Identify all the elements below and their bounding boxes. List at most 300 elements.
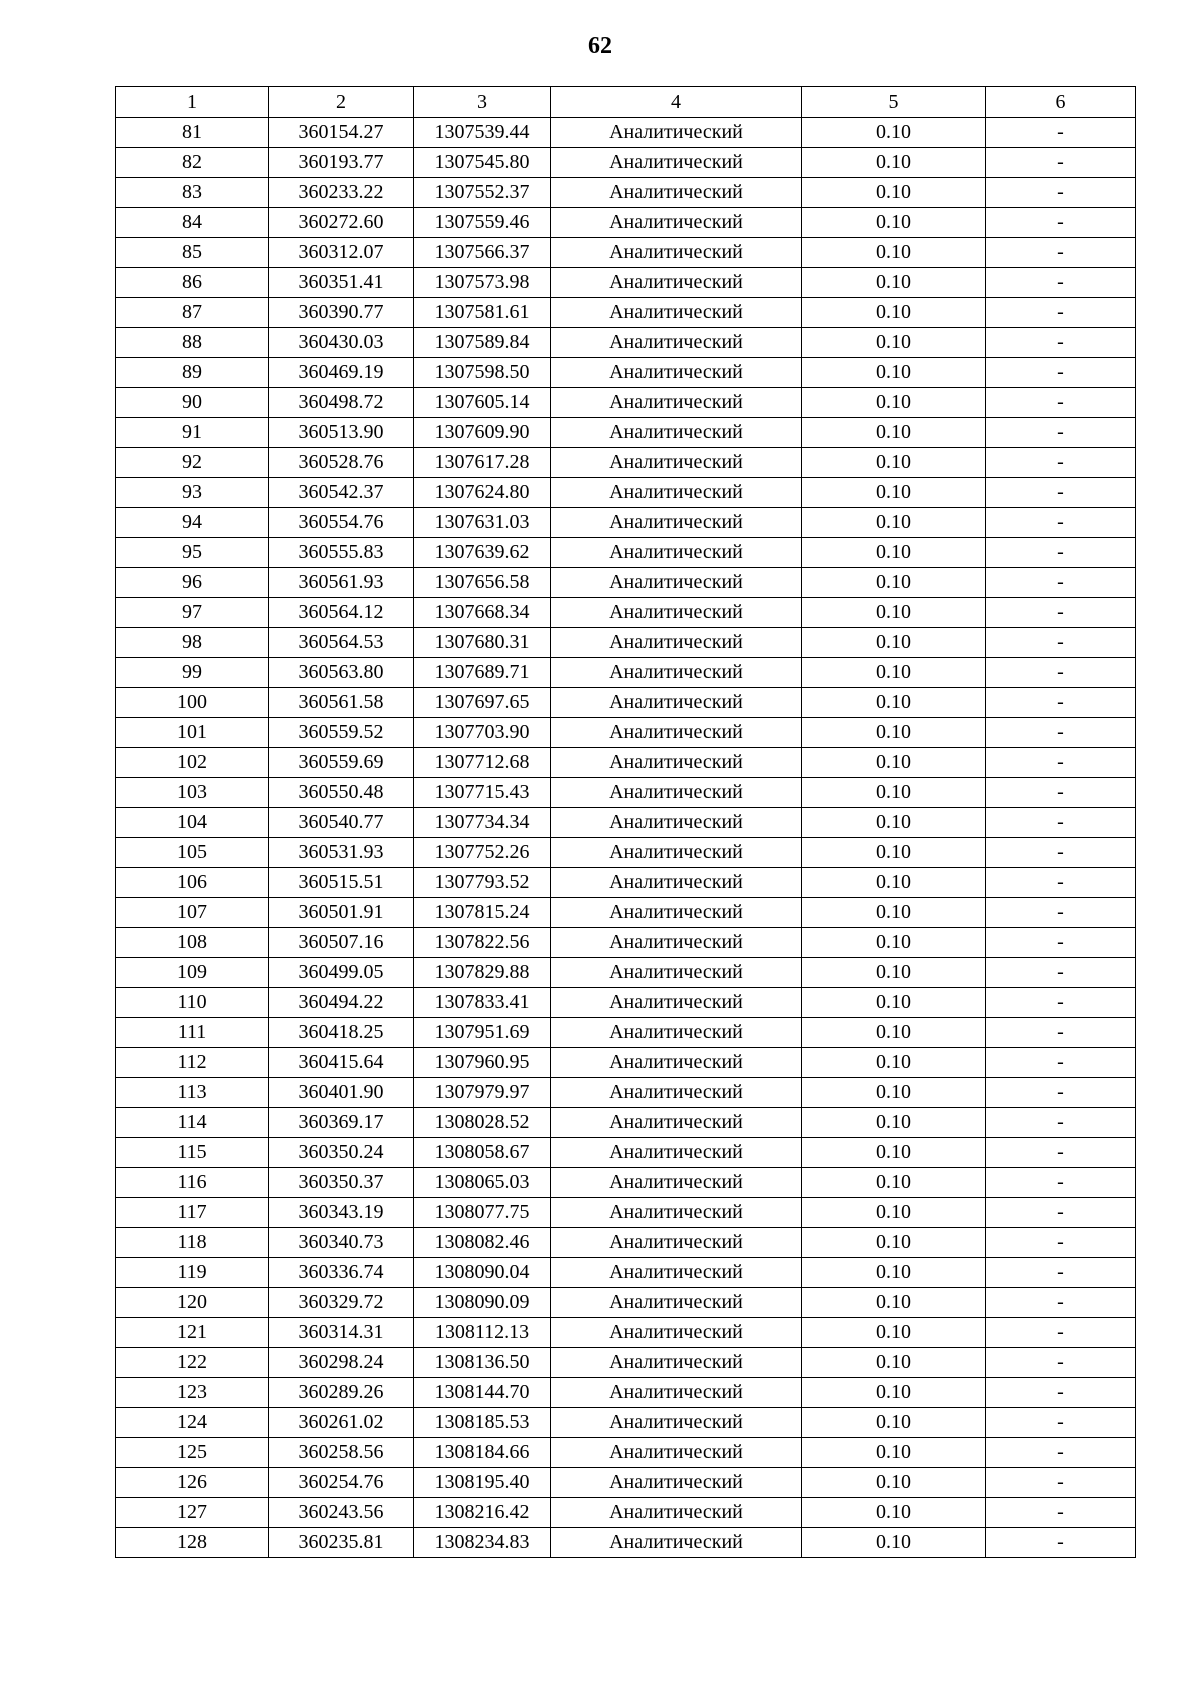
x-coordinate-cell: 360563.80 <box>269 658 414 688</box>
method-cell: Аналитический <box>551 1108 802 1138</box>
accuracy-cell: 0.10 <box>802 1408 986 1438</box>
note-cell: - <box>986 448 1136 478</box>
accuracy-cell: 0.10 <box>802 1168 986 1198</box>
note-cell: - <box>986 988 1136 1018</box>
note-cell: - <box>986 178 1136 208</box>
accuracy-cell: 0.10 <box>802 1318 986 1348</box>
accuracy-cell: 0.10 <box>802 1228 986 1258</box>
point-number-cell: 127 <box>116 1498 269 1528</box>
note-cell: - <box>986 1408 1136 1438</box>
x-coordinate-cell: 360258.56 <box>269 1438 414 1468</box>
x-coordinate-cell: 360369.17 <box>269 1108 414 1138</box>
note-cell: - <box>986 778 1136 808</box>
y-coordinate-cell: 1307680.31 <box>414 628 551 658</box>
point-number-cell: 107 <box>116 898 269 928</box>
column-header: 3 <box>414 87 551 118</box>
x-coordinate-cell: 360564.53 <box>269 628 414 658</box>
column-header: 4 <box>551 87 802 118</box>
method-cell: Аналитический <box>551 1468 802 1498</box>
y-coordinate-cell: 1308028.52 <box>414 1108 551 1138</box>
method-cell: Аналитический <box>551 388 802 418</box>
note-cell: - <box>986 1138 1136 1168</box>
point-number-cell: 83 <box>116 178 269 208</box>
accuracy-cell: 0.10 <box>802 1438 986 1468</box>
x-coordinate-cell: 360336.74 <box>269 1258 414 1288</box>
table-row <box>116 1018 1136 1048</box>
y-coordinate-cell: 1307609.90 <box>414 418 551 448</box>
note-cell: - <box>986 1528 1136 1558</box>
method-cell: Аналитический <box>551 1138 802 1168</box>
point-number-cell: 100 <box>116 688 269 718</box>
note-cell: - <box>986 328 1136 358</box>
point-number-cell: 128 <box>116 1528 269 1558</box>
accuracy-cell: 0.10 <box>802 898 986 928</box>
y-coordinate-cell: 1308195.40 <box>414 1468 551 1498</box>
method-cell: Аналитический <box>551 1318 802 1348</box>
x-coordinate-cell: 360312.07 <box>269 238 414 268</box>
accuracy-cell: 0.10 <box>802 388 986 418</box>
x-coordinate-cell: 360554.76 <box>269 508 414 538</box>
x-coordinate-cell: 360243.56 <box>269 1498 414 1528</box>
accuracy-cell: 0.10 <box>802 658 986 688</box>
method-cell: Аналитический <box>551 748 802 778</box>
y-coordinate-cell: 1307624.80 <box>414 478 551 508</box>
x-coordinate-cell: 360254.76 <box>269 1468 414 1498</box>
note-cell: - <box>986 208 1136 238</box>
method-cell: Аналитический <box>551 1198 802 1228</box>
accuracy-cell: 0.10 <box>802 298 986 328</box>
note-cell: - <box>986 298 1136 328</box>
method-cell: Аналитический <box>551 1228 802 1258</box>
x-coordinate-cell: 360235.81 <box>269 1528 414 1558</box>
table-row <box>116 1438 1136 1468</box>
x-coordinate-cell: 360154.27 <box>269 118 414 148</box>
table-row <box>116 328 1136 358</box>
accuracy-cell: 0.10 <box>802 1468 986 1498</box>
x-coordinate-cell: 360555.83 <box>269 538 414 568</box>
note-cell: - <box>986 628 1136 658</box>
table-row <box>116 118 1136 148</box>
x-coordinate-cell: 360561.58 <box>269 688 414 718</box>
point-number-cell: 96 <box>116 568 269 598</box>
y-coordinate-cell: 1307703.90 <box>414 718 551 748</box>
note-cell: - <box>986 1378 1136 1408</box>
point-number-cell: 84 <box>116 208 269 238</box>
accuracy-cell: 0.10 <box>802 1348 986 1378</box>
point-number-cell: 108 <box>116 928 269 958</box>
point-number-cell: 97 <box>116 598 269 628</box>
method-cell: Аналитический <box>551 538 802 568</box>
x-coordinate-cell: 360350.37 <box>269 1168 414 1198</box>
x-coordinate-cell: 360561.93 <box>269 568 414 598</box>
accuracy-cell: 0.10 <box>802 178 986 208</box>
point-number-cell: 91 <box>116 418 269 448</box>
y-coordinate-cell: 1307589.84 <box>414 328 551 358</box>
accuracy-cell: 0.10 <box>802 358 986 388</box>
method-cell: Аналитический <box>551 958 802 988</box>
note-cell: - <box>986 958 1136 988</box>
x-coordinate-cell: 360261.02 <box>269 1408 414 1438</box>
y-coordinate-cell: 1308082.46 <box>414 1228 551 1258</box>
note-cell: - <box>986 1288 1136 1318</box>
note-cell: - <box>986 418 1136 448</box>
note-cell: - <box>986 1468 1136 1498</box>
note-cell: - <box>986 658 1136 688</box>
y-coordinate-cell: 1307822.56 <box>414 928 551 958</box>
note-cell: - <box>986 838 1136 868</box>
x-coordinate-cell: 360233.22 <box>269 178 414 208</box>
y-coordinate-cell: 1307545.80 <box>414 148 551 178</box>
method-cell: Аналитический <box>551 1408 802 1438</box>
y-coordinate-cell: 1307552.37 <box>414 178 551 208</box>
accuracy-cell: 0.10 <box>802 268 986 298</box>
y-coordinate-cell: 1308144.70 <box>414 1378 551 1408</box>
table-row <box>116 778 1136 808</box>
table-row <box>116 598 1136 628</box>
table-body <box>116 87 1136 1558</box>
x-coordinate-cell: 360498.72 <box>269 388 414 418</box>
method-cell: Аналитический <box>551 928 802 958</box>
point-number-cell: 115 <box>116 1138 269 1168</box>
table-row <box>116 748 1136 778</box>
accuracy-cell: 0.10 <box>802 1258 986 1288</box>
note-cell: - <box>986 148 1136 178</box>
table-row <box>116 568 1136 598</box>
x-coordinate-cell: 360289.26 <box>269 1378 414 1408</box>
accuracy-cell: 0.10 <box>802 1498 986 1528</box>
point-number-cell: 116 <box>116 1168 269 1198</box>
accuracy-cell: 0.10 <box>802 628 986 658</box>
table-row <box>116 1168 1136 1198</box>
table-row <box>116 1258 1136 1288</box>
x-coordinate-cell: 360550.48 <box>269 778 414 808</box>
table-row <box>116 178 1136 208</box>
note-cell: - <box>986 388 1136 418</box>
note-cell: - <box>986 928 1136 958</box>
method-cell: Аналитический <box>551 118 802 148</box>
accuracy-cell: 0.10 <box>802 778 986 808</box>
table-row <box>116 988 1136 1018</box>
note-cell: - <box>986 358 1136 388</box>
accuracy-cell: 0.10 <box>802 1018 986 1048</box>
method-cell: Аналитический <box>551 658 802 688</box>
x-coordinate-cell: 360499.05 <box>269 958 414 988</box>
note-cell: - <box>986 538 1136 568</box>
y-coordinate-cell: 1307712.68 <box>414 748 551 778</box>
method-cell: Аналитический <box>551 448 802 478</box>
method-cell: Аналитический <box>551 898 802 928</box>
point-number-cell: 87 <box>116 298 269 328</box>
coordinates-table <box>115 86 1136 1558</box>
method-cell: Аналитический <box>551 868 802 898</box>
method-cell: Аналитический <box>551 208 802 238</box>
accuracy-cell: 0.10 <box>802 1528 986 1558</box>
note-cell: - <box>986 508 1136 538</box>
accuracy-cell: 0.10 <box>802 748 986 778</box>
note-cell: - <box>986 1258 1136 1288</box>
point-number-cell: 123 <box>116 1378 269 1408</box>
x-coordinate-cell: 360513.90 <box>269 418 414 448</box>
column-header: 6 <box>986 87 1136 118</box>
table-row <box>116 238 1136 268</box>
method-cell: Аналитический <box>551 1258 802 1288</box>
accuracy-cell: 0.10 <box>802 508 986 538</box>
table-row <box>116 898 1136 928</box>
y-coordinate-cell: 1307631.03 <box>414 508 551 538</box>
point-number-cell: 120 <box>116 1288 269 1318</box>
table-row <box>116 1408 1136 1438</box>
y-coordinate-cell: 1308077.75 <box>414 1198 551 1228</box>
x-coordinate-cell: 360343.19 <box>269 1198 414 1228</box>
point-number-cell: 113 <box>116 1078 269 1108</box>
table-row <box>116 1138 1136 1168</box>
y-coordinate-cell: 1308090.04 <box>414 1258 551 1288</box>
y-coordinate-cell: 1307793.52 <box>414 868 551 898</box>
y-coordinate-cell: 1308090.09 <box>414 1288 551 1318</box>
point-number-cell: 85 <box>116 238 269 268</box>
table-row <box>116 358 1136 388</box>
note-cell: - <box>986 1108 1136 1138</box>
point-number-cell: 125 <box>116 1438 269 1468</box>
method-cell: Аналитический <box>551 328 802 358</box>
table-row <box>116 508 1136 538</box>
method-cell: Аналитический <box>551 148 802 178</box>
accuracy-cell: 0.10 <box>802 1078 986 1108</box>
table-row <box>116 388 1136 418</box>
accuracy-cell: 0.10 <box>802 208 986 238</box>
x-coordinate-cell: 360515.51 <box>269 868 414 898</box>
point-number-cell: 102 <box>116 748 269 778</box>
x-coordinate-cell: 360507.16 <box>269 928 414 958</box>
accuracy-cell: 0.10 <box>802 688 986 718</box>
accuracy-cell: 0.10 <box>802 718 986 748</box>
accuracy-cell: 0.10 <box>802 988 986 1018</box>
y-coordinate-cell: 1307689.71 <box>414 658 551 688</box>
method-cell: Аналитический <box>551 358 802 388</box>
table-row <box>116 628 1136 658</box>
note-cell: - <box>986 568 1136 598</box>
x-coordinate-cell: 360272.60 <box>269 208 414 238</box>
method-cell: Аналитический <box>551 598 802 628</box>
y-coordinate-cell: 1307639.62 <box>414 538 551 568</box>
method-cell: Аналитический <box>551 1018 802 1048</box>
point-number-cell: 82 <box>116 148 269 178</box>
point-number-cell: 95 <box>116 538 269 568</box>
accuracy-cell: 0.10 <box>802 328 986 358</box>
method-cell: Аналитический <box>551 1288 802 1318</box>
x-coordinate-cell: 360564.12 <box>269 598 414 628</box>
point-number-cell: 81 <box>116 118 269 148</box>
y-coordinate-cell: 1307734.34 <box>414 808 551 838</box>
point-number-cell: 124 <box>116 1408 269 1438</box>
note-cell: - <box>986 1228 1136 1258</box>
table-row <box>116 1288 1136 1318</box>
accuracy-cell: 0.10 <box>802 238 986 268</box>
method-cell: Аналитический <box>551 298 802 328</box>
accuracy-cell: 0.10 <box>802 1378 986 1408</box>
point-number-cell: 111 <box>116 1018 269 1048</box>
x-coordinate-cell: 360329.72 <box>269 1288 414 1318</box>
note-cell: - <box>986 238 1136 268</box>
x-coordinate-cell: 360390.77 <box>269 298 414 328</box>
x-coordinate-cell: 360351.41 <box>269 268 414 298</box>
table-row <box>116 1228 1136 1258</box>
y-coordinate-cell: 1307951.69 <box>414 1018 551 1048</box>
note-cell: - <box>986 1168 1136 1198</box>
point-number-cell: 93 <box>116 478 269 508</box>
x-coordinate-cell: 360401.90 <box>269 1078 414 1108</box>
accuracy-cell: 0.10 <box>802 1198 986 1228</box>
accuracy-cell: 0.10 <box>802 1138 986 1168</box>
table-row <box>116 928 1136 958</box>
note-cell: - <box>986 1048 1136 1078</box>
table-row <box>116 1468 1136 1498</box>
y-coordinate-cell: 1307752.26 <box>414 838 551 868</box>
x-coordinate-cell: 360559.69 <box>269 748 414 778</box>
method-cell: Аналитический <box>551 568 802 598</box>
table-row <box>116 448 1136 478</box>
y-coordinate-cell: 1308065.03 <box>414 1168 551 1198</box>
point-number-cell: 110 <box>116 988 269 1018</box>
point-number-cell: 99 <box>116 658 269 688</box>
table-row <box>116 1318 1136 1348</box>
method-cell: Аналитический <box>551 268 802 298</box>
column-header: 2 <box>269 87 414 118</box>
x-coordinate-cell: 360531.93 <box>269 838 414 868</box>
table-row <box>116 148 1136 178</box>
x-coordinate-cell: 360559.52 <box>269 718 414 748</box>
point-number-cell: 88 <box>116 328 269 358</box>
y-coordinate-cell: 1307581.61 <box>414 298 551 328</box>
method-cell: Аналитический <box>551 178 802 208</box>
y-coordinate-cell: 1307656.58 <box>414 568 551 598</box>
point-number-cell: 114 <box>116 1108 269 1138</box>
point-number-cell: 119 <box>116 1258 269 1288</box>
point-number-cell: 92 <box>116 448 269 478</box>
accuracy-cell: 0.10 <box>802 598 986 628</box>
y-coordinate-cell: 1307815.24 <box>414 898 551 928</box>
x-coordinate-cell: 360418.25 <box>269 1018 414 1048</box>
note-cell: - <box>986 688 1136 718</box>
point-number-cell: 117 <box>116 1198 269 1228</box>
table-row <box>116 658 1136 688</box>
accuracy-cell: 0.10 <box>802 568 986 598</box>
note-cell: - <box>986 1438 1136 1468</box>
note-cell: - <box>986 598 1136 628</box>
note-cell: - <box>986 268 1136 298</box>
method-cell: Аналитический <box>551 1378 802 1408</box>
point-number-cell: 112 <box>116 1048 269 1078</box>
table-row <box>116 1108 1136 1138</box>
point-number-cell: 90 <box>116 388 269 418</box>
table-row <box>116 268 1136 298</box>
table-row <box>116 1528 1136 1558</box>
accuracy-cell: 0.10 <box>802 118 986 148</box>
point-number-cell: 94 <box>116 508 269 538</box>
table-row <box>116 1078 1136 1108</box>
accuracy-cell: 0.10 <box>802 448 986 478</box>
point-number-cell: 118 <box>116 1228 269 1258</box>
column-header: 5 <box>802 87 986 118</box>
y-coordinate-cell: 1307979.97 <box>414 1078 551 1108</box>
x-coordinate-cell: 360501.91 <box>269 898 414 928</box>
y-coordinate-cell: 1307566.37 <box>414 238 551 268</box>
x-coordinate-cell: 360528.76 <box>269 448 414 478</box>
note-cell: - <box>986 1498 1136 1528</box>
table-row <box>116 1498 1136 1528</box>
note-cell: - <box>986 1318 1136 1348</box>
table-row <box>116 478 1136 508</box>
point-number-cell: 103 <box>116 778 269 808</box>
note-cell: - <box>986 718 1136 748</box>
method-cell: Аналитический <box>551 238 802 268</box>
accuracy-cell: 0.10 <box>802 868 986 898</box>
x-coordinate-cell: 360298.24 <box>269 1348 414 1378</box>
table-row <box>116 1048 1136 1078</box>
point-number-cell: 86 <box>116 268 269 298</box>
y-coordinate-cell: 1307829.88 <box>414 958 551 988</box>
x-coordinate-cell: 360415.64 <box>269 1048 414 1078</box>
x-coordinate-cell: 360469.19 <box>269 358 414 388</box>
point-number-cell: 121 <box>116 1318 269 1348</box>
accuracy-cell: 0.10 <box>802 838 986 868</box>
y-coordinate-cell: 1308234.83 <box>414 1528 551 1558</box>
method-cell: Аналитический <box>551 1048 802 1078</box>
x-coordinate-cell: 360193.77 <box>269 148 414 178</box>
x-coordinate-cell: 360340.73 <box>269 1228 414 1258</box>
x-coordinate-cell: 360494.22 <box>269 988 414 1018</box>
method-cell: Аналитический <box>551 988 802 1018</box>
table-row <box>116 1198 1136 1228</box>
x-coordinate-cell: 360542.37 <box>269 478 414 508</box>
table-header-row <box>116 87 1136 118</box>
point-number-cell: 122 <box>116 1348 269 1378</box>
point-number-cell: 101 <box>116 718 269 748</box>
accuracy-cell: 0.10 <box>802 1288 986 1318</box>
note-cell: - <box>986 748 1136 778</box>
method-cell: Аналитический <box>551 688 802 718</box>
point-number-cell: 98 <box>116 628 269 658</box>
y-coordinate-cell: 1307559.46 <box>414 208 551 238</box>
y-coordinate-cell: 1307539.44 <box>414 118 551 148</box>
method-cell: Аналитический <box>551 1438 802 1468</box>
y-coordinate-cell: 1307668.34 <box>414 598 551 628</box>
method-cell: Аналитический <box>551 1498 802 1528</box>
column-header: 1 <box>116 87 269 118</box>
y-coordinate-cell: 1308184.66 <box>414 1438 551 1468</box>
y-coordinate-cell: 1308058.67 <box>414 1138 551 1168</box>
table-row <box>116 298 1136 328</box>
note-cell: - <box>986 898 1136 928</box>
page-number: 62 <box>588 33 612 59</box>
y-coordinate-cell: 1307573.98 <box>414 268 551 298</box>
note-cell: - <box>986 118 1136 148</box>
table-row <box>116 688 1136 718</box>
method-cell: Аналитический <box>551 1348 802 1378</box>
table-row <box>116 1378 1136 1408</box>
y-coordinate-cell: 1307715.43 <box>414 778 551 808</box>
accuracy-cell: 0.10 <box>802 478 986 508</box>
note-cell: - <box>986 1078 1136 1108</box>
note-cell: - <box>986 478 1136 508</box>
y-coordinate-cell: 1308136.50 <box>414 1348 551 1378</box>
accuracy-cell: 0.10 <box>802 148 986 178</box>
point-number-cell: 89 <box>116 358 269 388</box>
method-cell: Аналитический <box>551 778 802 808</box>
point-number-cell: 126 <box>116 1468 269 1498</box>
point-number-cell: 105 <box>116 838 269 868</box>
method-cell: Аналитический <box>551 718 802 748</box>
